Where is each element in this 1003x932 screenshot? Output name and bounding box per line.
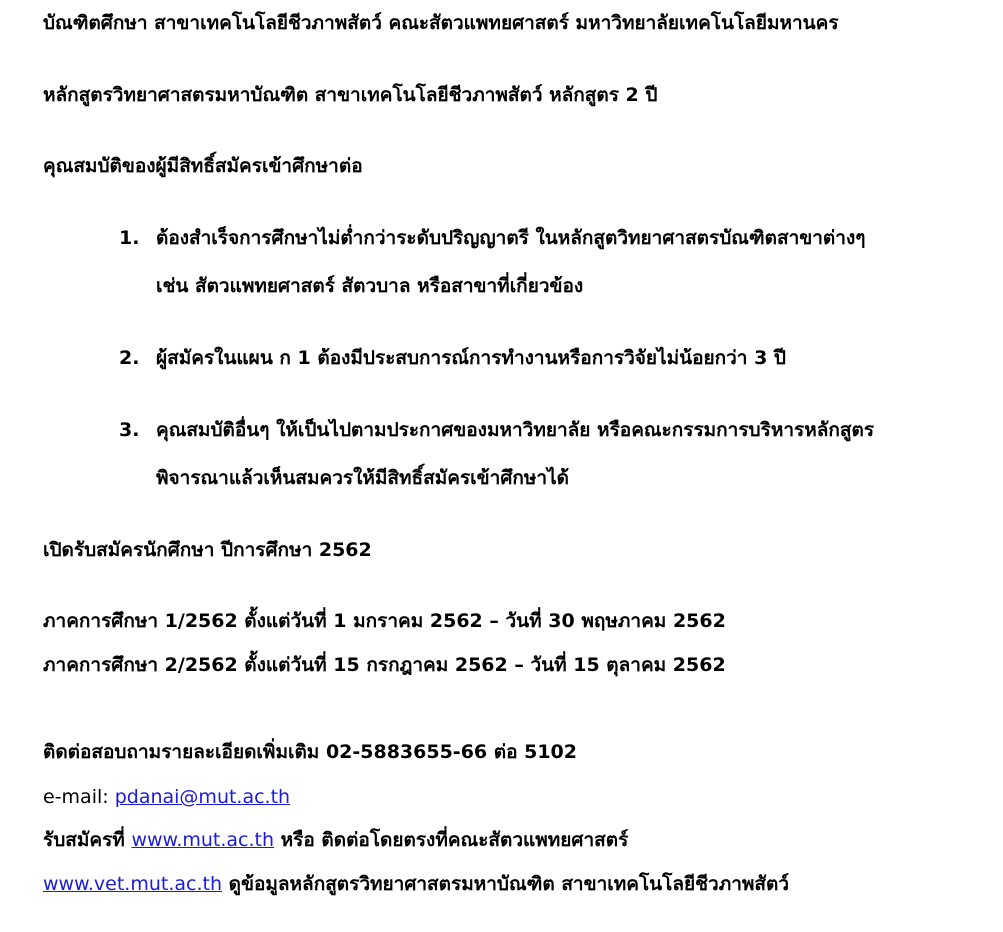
contact-email-line [43, 784, 290, 810]
qualification-1-line1: ต้องสำเร็จการศึกษาไม่ต่ำกว่าระดับปริญญาตรี ในหลักสูตวิทยาศาสตรบัณฑิตสาขาต่างๆ [156, 227, 866, 249]
contact-vet-line [43, 871, 789, 897]
qualification-2-number: 2. [119, 347, 140, 369]
apply-suffix: หรือ ติดต่อโดยตรงที่คณะสัตวแพทยศาสตร์ [274, 829, 629, 851]
qualification-3-number: 3. [119, 419, 140, 441]
qualification-3-line2: พิจารณาแล้วเห็นสมควรให้มีสิทธิ์สมัครเข้าศึกษาได้ [156, 467, 569, 489]
header-faculty-line: บัณฑิตศึกษา สาขาเทคโนโลยีชีวภาพสัตว์ คณะสัตวแพทยศาสตร์ มหาวิทยาลัยเทคโนโลยีมหานคร [43, 12, 839, 34]
admission-semester-2: ภาคการศึกษา 2/2562 ตั้งแต่วันที่ 15 กรกฎาคม 2562 – วันที่ 15 ตุลาคม 2562 [43, 654, 726, 676]
qualification-1-number: 1. [119, 227, 140, 249]
apply-prefix: รับสมัครที่ [43, 829, 132, 851]
admission-heading: เปิดรับสมัครนักศึกษา ปีการศึกษา 2562 [43, 539, 372, 561]
contact-info: ติดต่อสอบถามรายละเอียดเพิ่มเติม 02-5883655-66 ต่อ 5102 [43, 741, 577, 763]
qualification-2-line1: ผู้สมัครในแผน ก 1 ต้องมีประสบการณ์การทำงานหรือการวิจัยไม่น้อยกว่า 3 ปี [156, 347, 786, 369]
vet-suffix: ดูข้อมูลหลักสูตรวิทยาศาสตรมหาบัณฑิต สาขาเทคโนโลยีชีวภาพสัตว์ [222, 873, 790, 895]
header-program-line: หลักสูตรวิทยาศาสตรมหาบัณฑิต สาขาเทคโนโลยีชีวภาพสัตว์ หลักสูตร 2 ปี [43, 84, 658, 106]
email-link[interactable]: pdanai@mut.ac.th [114, 786, 291, 808]
qualification-3-line1: คุณสมบัติอื่นๆ ให้เป็นไปตามประกาศของมหาวิทยาลัย หรือคณะกรรมการบริหารหลักสูตร [156, 419, 875, 441]
qualification-1-line2: เช่น สัตวแพทยศาสตร์ สัตวบาล หรือสาขาที่เกี่ยวข้อง [156, 275, 584, 297]
contact-apply-line [43, 827, 628, 853]
email-label: e-mail: [43, 786, 115, 808]
mut-website-link[interactable]: www.mut.ac.th [131, 829, 275, 851]
admission-semester-1: ภาคการศึกษา 1/2562 ตั้งแต่วันที่ 1 มกราคม 2562 – วันที่ 30 พฤษภาคม 2562 [43, 610, 726, 632]
vet-website-link[interactable]: www.vet.mut.ac.th [43, 873, 222, 895]
qualifications-heading: คุณสมบัติของผู้มีสิทธิ์สมัครเข้าศึกษาต่อ [43, 155, 363, 177]
